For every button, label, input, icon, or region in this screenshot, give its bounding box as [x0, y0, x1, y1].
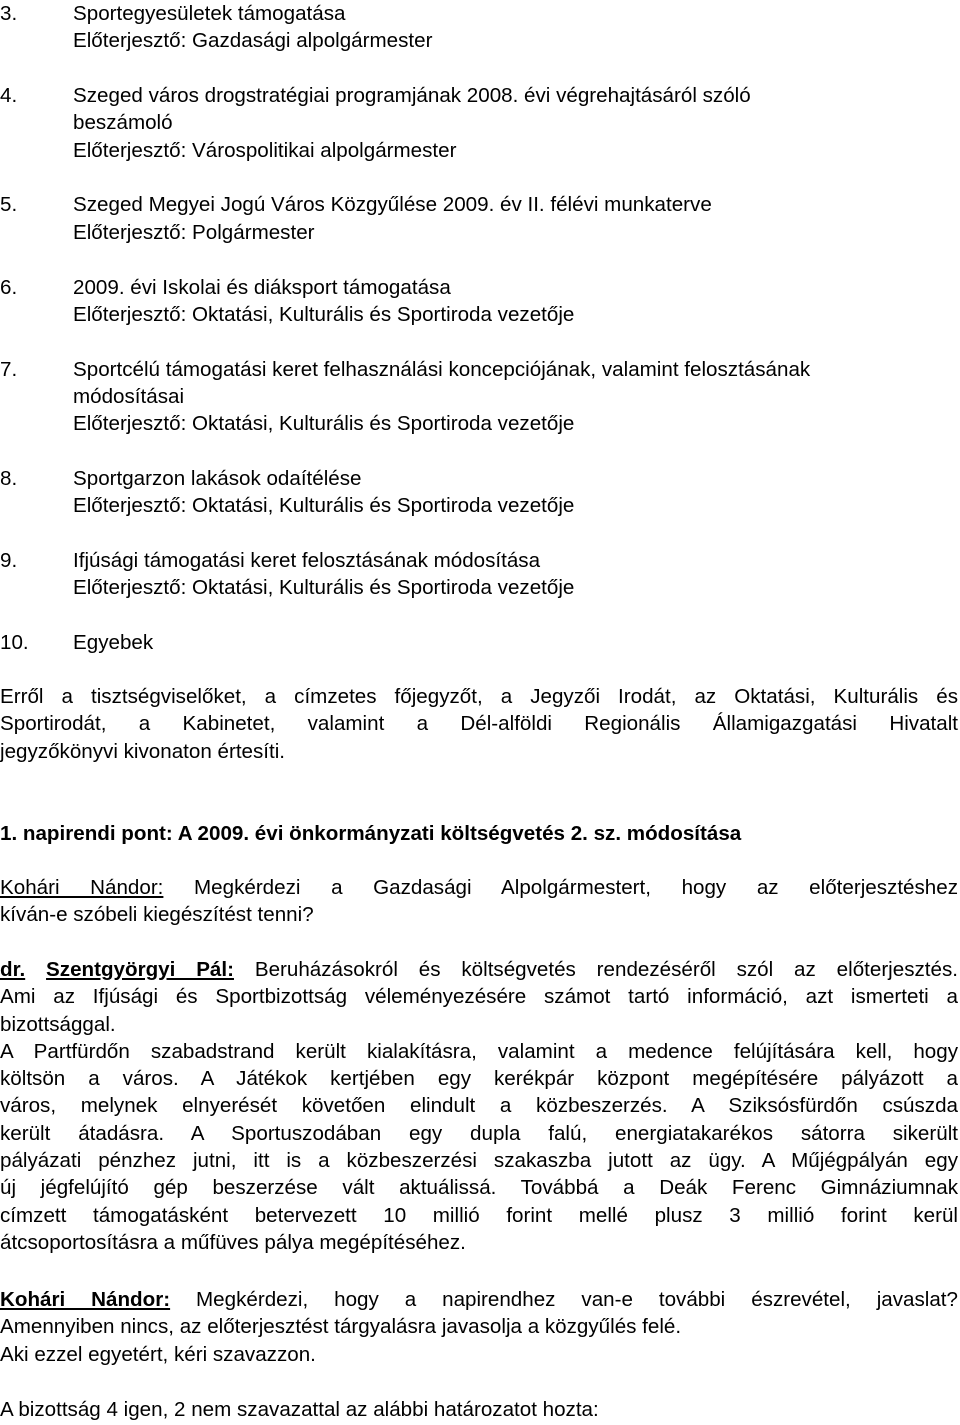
agenda-item-6 — [0, 274, 958, 329]
speech-text: címzett támogatásként betervezett 10 millió forint mellé plusz 3 millió forint kerül — [0, 1203, 958, 1227]
agenda-title: Szeged város drogstratégiai programjának 2008. évi végrehajtásáról szóló — [73, 84, 751, 108]
agenda-number: 6. — [0, 275, 18, 299]
agenda-item-10 — [0, 629, 958, 656]
agenda-number: 3. — [0, 2, 18, 25]
notice-line: Sportirodát, a Kabinetet, valamint a Dél-alföldi Regionális Államigazgatási Hivatalt — [0, 712, 958, 736]
speaker-name: Kohári Nándor: — [0, 876, 164, 899]
closing-line: A bizottság 4 igen, 2 nem szavazattal az alábbi határozatot hozta: — [0, 1398, 599, 1421]
speech-text: új jégfelújító gép beszerzése vált aktuálissá. Továbbá a Deák Ferenc Gimnáziumnak — [0, 1176, 958, 1200]
notice-line: jegyzőkönyvi kivonaton értesíti. — [0, 739, 286, 763]
agenda-list — [0, 0, 958, 657]
agenda-title: Egyebek — [73, 631, 154, 655]
speech-szentgyorgyi — [0, 956, 958, 1256]
agenda-title: Sportcélú támogatási keret felhasználási koncepciójának, valamint felosztásának — [73, 357, 811, 381]
agenda-presenter: Előterjesztő: Oktatási, Kulturális és Sportiroda vezetője — [73, 576, 575, 600]
speech-text: Aki ezzel egyetért, kéri szavazzon. — [0, 1342, 316, 1366]
agenda-number: 8. — [0, 467, 18, 491]
agenda-title: Ifjúsági támogatási keret felosztásának módosítása — [73, 549, 541, 573]
agenda-number: 10. — [0, 631, 29, 655]
notice-line: Erről a tisztségviselőket, a címzetes főjegyzőt, a Jegyzői Irodát, az Oktatási, Kulturális és — [0, 685, 958, 708]
agenda-item-5 — [0, 191, 958, 246]
notice-paragraph — [0, 683, 958, 765]
agenda-item-4 — [0, 82, 958, 164]
agenda-presenter: Előterjesztő: Oktatási, Kulturális és Sportiroda vezetője — [73, 302, 575, 326]
speech-text: Megkérdezi, hogy a napirendhez van-e további észrevétel, javaslat? — [196, 1288, 958, 1311]
agenda-title: Szeged Megyei Jogú Város Közgyűlése 2009. év II. félévi munkaterve — [73, 193, 712, 217]
speech-text: pályázati pénzhez jutni, itt is a közbeszerzési szakaszba jutott az ügy. A Műjégpályán egy — [0, 1149, 958, 1173]
item-heading: 1. napirendi pont: A 2009. évi önkormányzati költségvetés 2. sz. módosítása — [0, 822, 742, 845]
agenda-presenter: Előterjesztő: Oktatási, Kulturális és Sportiroda vezetője — [73, 412, 575, 436]
speaker-name: Kohári Nándor: — [0, 1288, 171, 1311]
speech-text: város, melynek elnyerését követően elindult a közbeszerzés. A Sziksósfürdőn csúszda — [0, 1094, 958, 1118]
speech-text: került átadásra. A Sportuszodában egy dupla falú, energiatakarékos sátorra sikerült — [0, 1121, 958, 1145]
agenda-presenter: Előterjesztő: Várospolitikai alpolgármester — [73, 138, 457, 162]
agenda-item-7 — [0, 356, 958, 438]
agenda-item-8 — [0, 465, 958, 520]
speech-text: kíván-e szóbeli kiegészítést tenni? — [0, 903, 314, 927]
agenda-title: módosításai — [73, 384, 185, 408]
agenda-title: beszámoló — [73, 111, 173, 135]
speech-text: Megkérdezi a Gazdasági Alpolgármestert, hogy az előterjesztéshez — [194, 876, 958, 899]
agenda-presenter: Előterjesztő: Polgármester — [73, 220, 315, 244]
agenda-item-3 — [0, 0, 958, 55]
agenda-presenter: Előterjesztő: Gazdasági alpolgármester — [73, 29, 433, 53]
agenda-title: 2009. évi Iskolai és diáksport támogatása — [73, 275, 451, 299]
speech-text: átcsoportosításra a műfüves pálya megépítéséhez. — [0, 1230, 466, 1254]
speech-text: A Partfürdőn szabadstrand került kialakításra, valamint a medence felújítására kell, hogy — [0, 1039, 958, 1063]
agenda-presenter: Előterjesztő: Oktatási, Kulturális és Sportiroda vezetője — [73, 494, 575, 518]
agenda-number: 9. — [0, 549, 18, 573]
speech-kohari-1 — [0, 874, 958, 929]
speech-text: költsön a város. A Játékok kertjében egy kerékpár központ megépítésére pályázott a — [0, 1067, 958, 1091]
agenda-item-9 — [0, 547, 958, 602]
speech-text: bizottsággal. — [0, 1012, 116, 1036]
agenda-title: Sportgarzon lakások odaítélése — [73, 467, 362, 491]
speaker-name: Szentgyörgyi Pál: — [46, 958, 234, 981]
speech-text: Beruházásokról és költségvetés rendezéséről szól az előterjesztés. — [254, 958, 958, 981]
agenda-number: 5. — [0, 193, 18, 217]
agenda-number: 4. — [0, 84, 18, 108]
speech-text: Amennyiben nincs, az előterjesztést tárgyalásra javasolja a közgyűlés felé. — [0, 1315, 682, 1339]
speech-text: Ami az Ifjúsági és Sportbizottság véleményezésére számot tartó információ, azt ismerteti a — [0, 985, 958, 1009]
agenda-title: Sportegyesületek támogatása — [73, 2, 346, 25]
speech-kohari-2 — [0, 1286, 958, 1368]
agenda-number: 7. — [0, 357, 18, 381]
speaker-prefix: dr. — [0, 958, 26, 981]
